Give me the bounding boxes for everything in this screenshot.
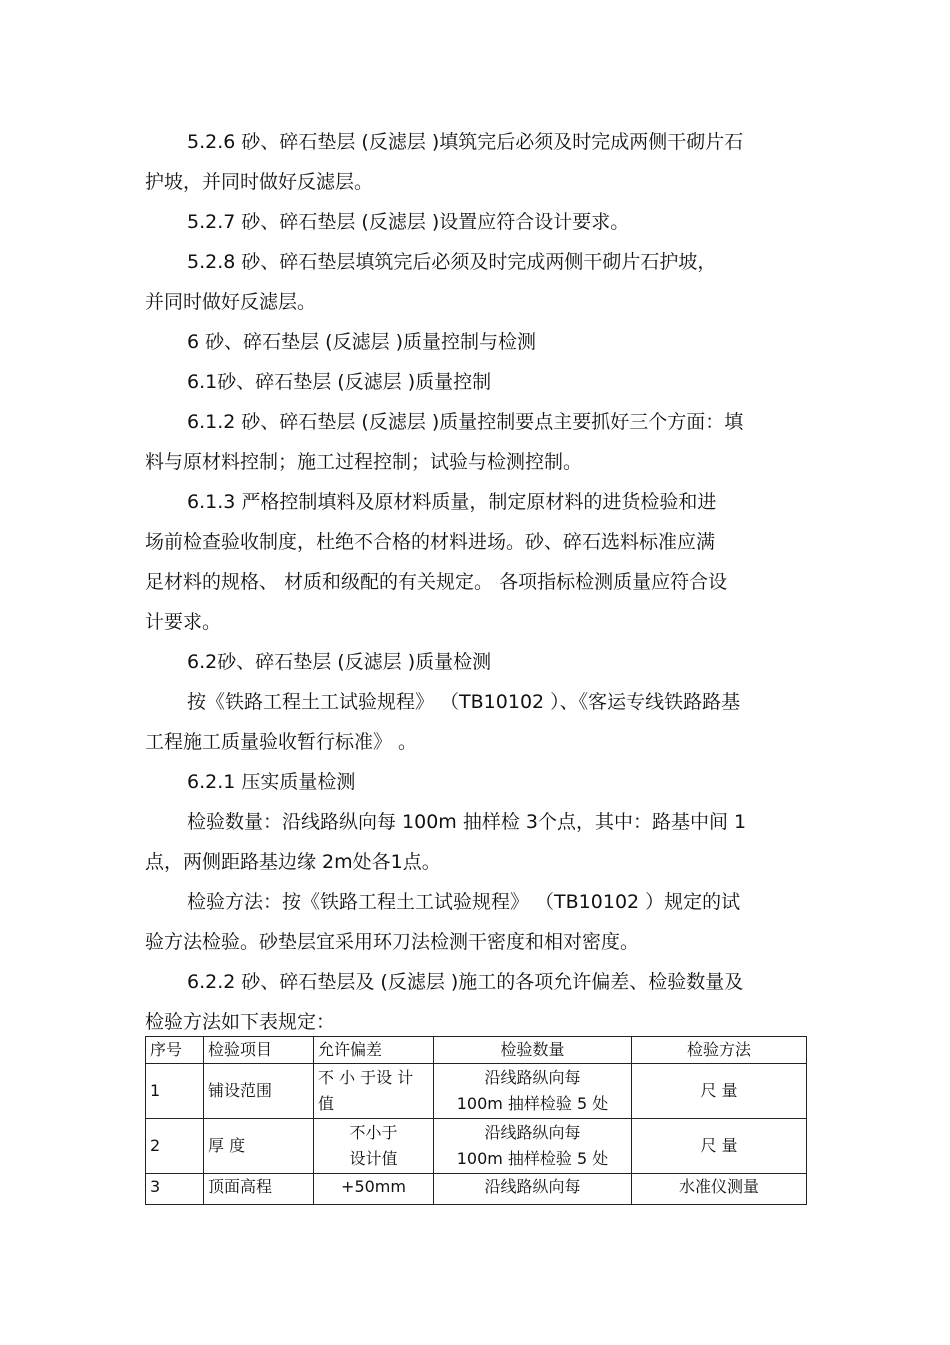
text-line: 6.2砂、碎石垫层 (反滤层 )质量检测 [187,651,492,673]
cell-line: 沿线路纵向每 [484,1123,581,1142]
text-line: 料与原材料控制；施工过程控制；试验与检测控制。 [145,451,583,473]
cell-tolerance: +50mm [314,1174,434,1205]
text-line: 点，两侧距路基边缘 2m处各1点。 [145,851,441,873]
section-heading-6-2-1 [145,762,805,802]
cell-tolerance [314,1119,434,1174]
text-line: 6.1.3 严格控制填料及原材料质量，制定原材料的进货检验和进 [187,491,717,513]
paragraph-standards [145,682,805,762]
tolerance-table [145,1036,807,1205]
header-cell-tolerance: 允许偏差 [314,1037,434,1064]
paragraph-5-2-6 [145,122,805,202]
text-line: 6.2.2 砂、碎石垫层及 (反滤层 )施工的各项允许偏差、检验数量及 [187,971,744,993]
text-line: 6.1.2 砂、碎石垫层 (反滤层 )质量控制要点主要抓好三个方面：填 [187,411,744,433]
cell-line: 100m 抽样检验 5 处 [456,1149,609,1168]
section-heading-6 [145,322,805,362]
text-line: 6 砂、碎石垫层 (反滤层 )质量控制与检测 [187,331,537,353]
cell-line: 不 小 于设 计 [318,1068,414,1087]
section-heading-6-1 [145,362,805,402]
header-cell-method: 检验方法 [632,1037,807,1064]
header-cell-no: 序号 [146,1037,204,1064]
paragraph-inspection-method [145,882,805,962]
paragraph-inspection-quantity [145,802,805,882]
cell-no: 2 [146,1119,204,1174]
cell-quantity: 沿线路纵向每 [434,1174,632,1205]
text-line: 按《铁路工程土工试验规程》 （TB10102 ）、《客运专线铁路路基 [187,691,741,713]
cell-line: 值 [318,1094,335,1113]
text-line: 护坡，并同时做好反滤层。 [145,171,374,193]
cell-item: 厚 度 [204,1119,314,1174]
cell-quantity [434,1119,632,1174]
paragraph-5-2-7 [145,202,805,242]
cell-no: 1 [146,1064,204,1119]
cell-no: 3 [146,1174,204,1205]
table-row [146,1119,807,1174]
header-cell-quantity: 检验数量 [434,1037,632,1064]
text-line: 5.2.8 砂、碎石垫层填筑完后必须及时完成两侧干砌片石护坡， [187,251,717,273]
text-line: 并同时做好反滤层。 [145,291,317,313]
paragraph-5-2-8 [145,242,805,322]
text-line: 验方法检验。砂垫层宜采用环刀法检测干密度和相对密度。 [145,931,640,953]
paragraph-6-1-2 [145,402,805,482]
table-row [146,1174,807,1205]
cell-line: 设计值 [349,1149,398,1168]
paragraph-6-2-2 [145,962,805,1042]
section-heading-6-2 [145,642,805,682]
text-line: 检验方法如下表规定： [145,1011,336,1033]
text-line: 5.2.7 砂、碎石垫层 (反滤层 )设置应符合设计要求。 [187,211,630,233]
text-line: 6.2.1 压实质量检测 [187,771,356,793]
cell-item: 铺设范围 [204,1064,314,1119]
cell-quantity [434,1064,632,1119]
cell-line: 不小于 [349,1123,398,1142]
text-line: 工程施工质量验收暂行标准》 。 [145,731,418,753]
text-line: 5.2.6 砂、碎石垫层 (反滤层 )填筑完后必须及时完成两侧干砌片石 [187,131,744,153]
table-row [146,1064,807,1119]
header-cell-item: 检验项目 [204,1037,314,1064]
cell-method: 水准仪测量 [632,1174,807,1205]
cell-method: 尺 量 [632,1064,807,1119]
cell-item: 顶面高程 [204,1174,314,1205]
text-line: 检验数量：沿线路纵向每 100m 抽样检 3个点，其中：路基中间 1 [187,811,747,833]
text-line: 检验方法：按《铁路工程土工试验规程》 （TB10102 ）规定的试 [187,891,741,913]
text-line: 场前检查验收制度，杜绝不合格的材料进场。砂、碎石选料标准应满 [145,531,716,553]
text-line: 6.1砂、碎石垫层 (反滤层 )质量控制 [187,371,492,393]
paragraph-6-1-3 [145,482,805,642]
cell-line: 沿线路纵向每 [484,1068,581,1087]
cell-method: 尺 量 [632,1119,807,1174]
text-line: 计要求。 [145,611,222,633]
cell-tolerance [314,1064,434,1119]
cell-line: 100m 抽样检验 5 处 [456,1094,609,1113]
text-line: 足材料的规格、 材质和级配的有关规定。 各项指标检测质量应符合设 [145,571,728,593]
table-header-row [146,1037,807,1064]
